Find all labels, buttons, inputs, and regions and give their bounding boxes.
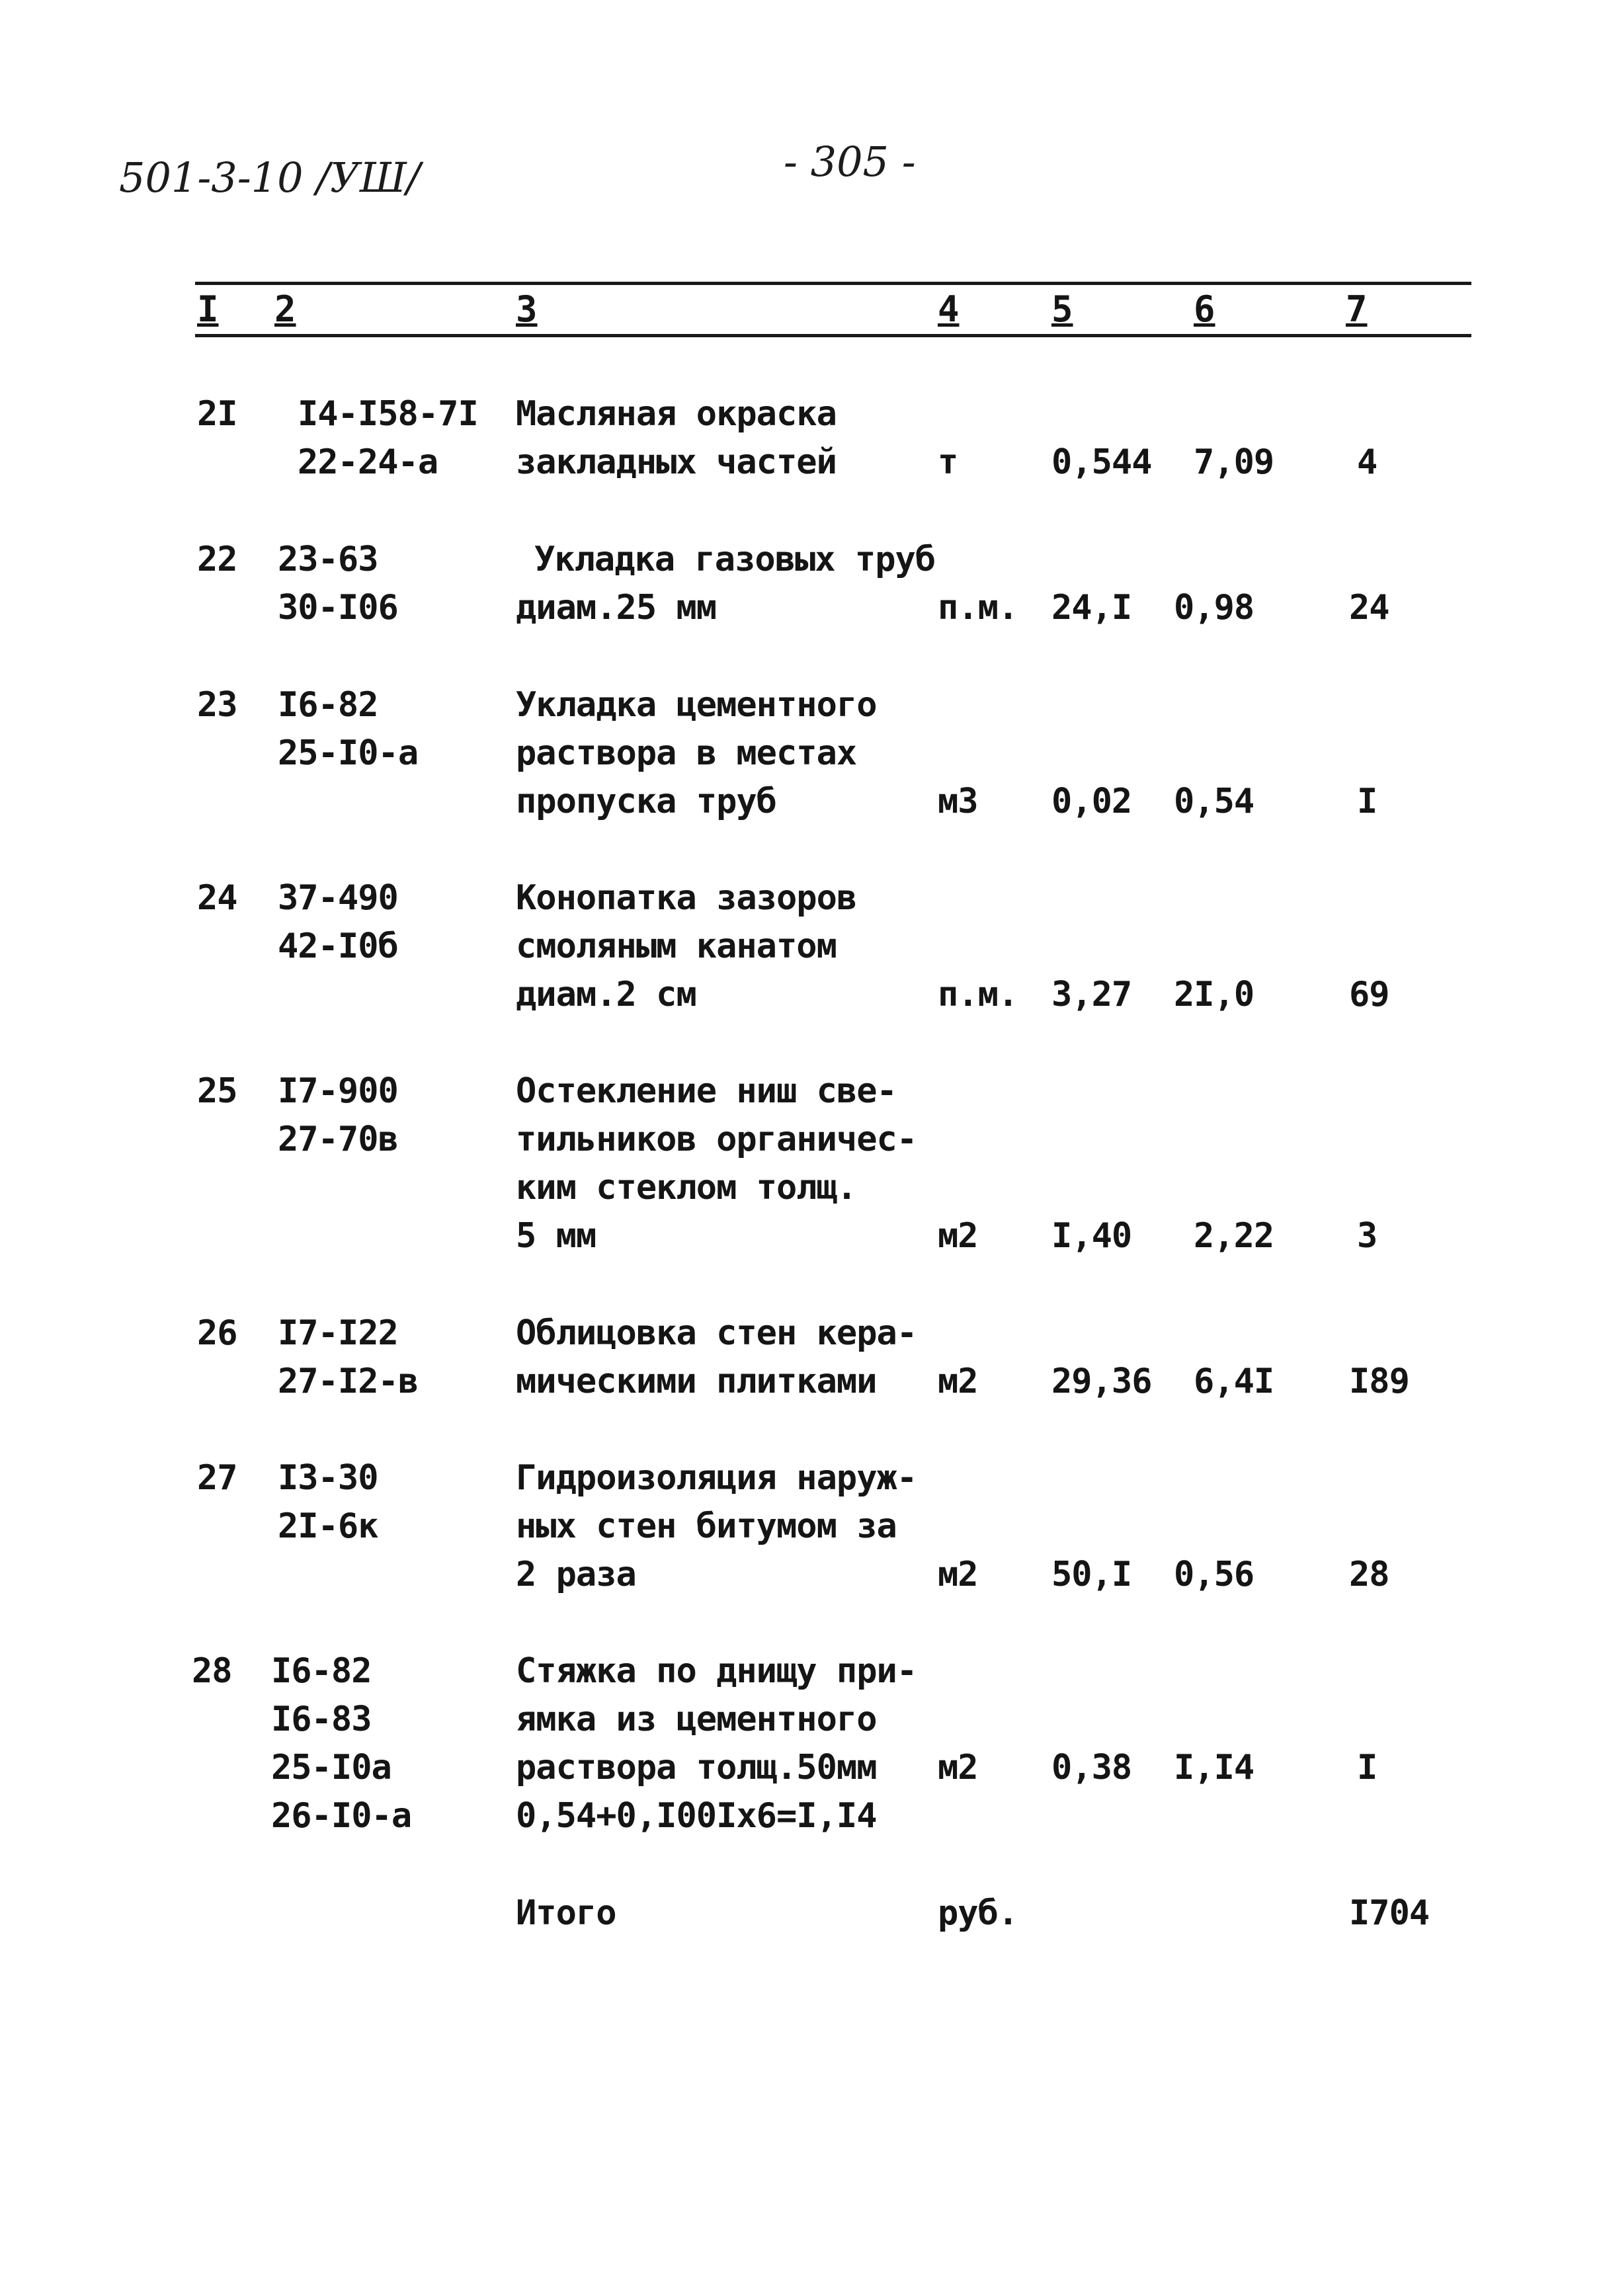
row-total: 69 bbox=[1349, 975, 1389, 1014]
row-description: Укладка цементного bbox=[516, 685, 877, 725]
row-description: 2 раза bbox=[516, 1555, 636, 1594]
total-unit: руб. bbox=[938, 1893, 1018, 1933]
row-description: ных стен битумом за bbox=[516, 1506, 897, 1546]
row-unit: м2 bbox=[938, 1362, 978, 1401]
row-description: раствора толщ.50мм bbox=[516, 1748, 877, 1787]
row-description: Укладка газовых труб bbox=[534, 540, 936, 579]
row-code: 25-I0-а bbox=[278, 733, 419, 773]
row-unit: м3 bbox=[938, 782, 978, 821]
column-header-7: 7 bbox=[1346, 288, 1368, 330]
row-quantity: 50,I bbox=[1051, 1555, 1132, 1594]
row-description: 0,54+0,I00Ix6=I,I4 bbox=[516, 1796, 877, 1836]
row-number: 2I bbox=[197, 394, 237, 434]
row-description: Остекление ниш све- bbox=[516, 1071, 897, 1111]
row-description: мическими плитками bbox=[516, 1362, 877, 1401]
column-header-4: 4 bbox=[938, 288, 960, 330]
row-number: 23 bbox=[197, 685, 237, 725]
row-description: диам.2 см bbox=[516, 975, 696, 1014]
row-code: 42-I0б bbox=[278, 926, 398, 966]
row-code: 22-24-а bbox=[298, 442, 438, 482]
document-code: 501-3-10 /УШ/ bbox=[119, 153, 421, 202]
row-unit: п.м. bbox=[938, 588, 1018, 628]
row-code: 27-I2-в bbox=[278, 1362, 419, 1401]
row-code: 25-I0а bbox=[271, 1748, 391, 1787]
row-description: тильников органичес- bbox=[516, 1120, 917, 1159]
row-unit: т bbox=[938, 442, 958, 482]
row-code: I6-83 bbox=[271, 1700, 372, 1739]
row-description: раствора в местах bbox=[516, 733, 857, 773]
row-number: 22 bbox=[197, 540, 237, 579]
row-quantity: 29,36 bbox=[1051, 1362, 1152, 1401]
row-total: 24 bbox=[1349, 588, 1389, 628]
row-code: I7-900 bbox=[278, 1071, 398, 1111]
row-description: Гидроизоляция наруж- bbox=[516, 1458, 917, 1498]
row-price: 0,54 bbox=[1174, 782, 1254, 821]
row-total: 4 bbox=[1357, 442, 1377, 482]
row-total: I bbox=[1357, 782, 1377, 821]
row-price: 6,4I bbox=[1194, 1362, 1274, 1401]
row-quantity: 0,544 bbox=[1051, 442, 1152, 482]
row-number: 27 bbox=[197, 1458, 237, 1498]
column-header-3: 3 bbox=[516, 288, 538, 330]
column-header-1: I bbox=[197, 288, 219, 330]
row-total: I89 bbox=[1349, 1362, 1409, 1401]
row-description: ким стеклом толщ. bbox=[516, 1168, 857, 1208]
row-unit: п.м. bbox=[938, 975, 1018, 1014]
row-code: I3-30 bbox=[278, 1458, 378, 1498]
row-price: 2,22 bbox=[1194, 1216, 1274, 1256]
row-code: I6-82 bbox=[271, 1651, 372, 1691]
row-description: ямка из цементного bbox=[516, 1700, 877, 1739]
row-total: 28 bbox=[1349, 1555, 1389, 1594]
row-quantity: 0,38 bbox=[1051, 1748, 1132, 1787]
row-description: закладных частей bbox=[516, 442, 837, 482]
row-description: Конопатка зазоров bbox=[516, 878, 857, 918]
row-quantity: I,40 bbox=[1051, 1216, 1132, 1256]
row-quantity: 24,I bbox=[1051, 588, 1132, 628]
row-description: пропуска труб bbox=[516, 782, 776, 821]
row-number: 25 bbox=[197, 1071, 237, 1111]
row-price: 0,56 bbox=[1174, 1555, 1254, 1594]
row-code: 2I-6к bbox=[278, 1506, 378, 1546]
row-description: диам.25 мм bbox=[516, 588, 717, 628]
total-label: Итого bbox=[516, 1893, 616, 1933]
row-price: I,I4 bbox=[1174, 1748, 1254, 1787]
column-header-6: 6 bbox=[1194, 288, 1215, 330]
row-description: Облицовка стен кера- bbox=[516, 1313, 917, 1353]
column-header-2: 2 bbox=[274, 288, 296, 330]
table-header-rule bbox=[195, 334, 1471, 337]
row-unit: м2 bbox=[938, 1555, 978, 1594]
row-code: 26-I0-а bbox=[271, 1796, 412, 1836]
row-code: 27-70в bbox=[278, 1120, 398, 1159]
row-unit: м2 bbox=[938, 1748, 978, 1787]
row-total: 3 bbox=[1357, 1216, 1377, 1256]
row-code: 30-I06 bbox=[278, 588, 398, 628]
row-description: смоляным канатом bbox=[516, 926, 837, 966]
row-code: 37-490 bbox=[278, 878, 398, 918]
row-code: I7-I22 bbox=[278, 1313, 398, 1353]
row-unit: м2 bbox=[938, 1216, 978, 1256]
row-description: 5 мм bbox=[516, 1216, 596, 1256]
row-number: 28 bbox=[192, 1651, 232, 1691]
row-price: 0,98 bbox=[1174, 588, 1254, 628]
row-code: 23-63 bbox=[278, 540, 378, 579]
row-code: I4-I58-7I bbox=[298, 394, 478, 434]
row-total: I bbox=[1357, 1748, 1377, 1787]
row-code: I6-82 bbox=[278, 685, 378, 725]
table-top-rule bbox=[195, 282, 1471, 285]
row-price: 2I,0 bbox=[1174, 975, 1254, 1014]
row-description: Стяжка по днищу при- bbox=[516, 1651, 917, 1691]
row-description: Масляная окраска bbox=[516, 394, 837, 434]
row-quantity: 0,02 bbox=[1051, 782, 1132, 821]
row-number: 24 bbox=[197, 878, 237, 918]
column-header-5: 5 bbox=[1051, 288, 1073, 330]
row-number: 26 bbox=[197, 1313, 237, 1353]
row-price: 7,09 bbox=[1194, 442, 1274, 482]
row-quantity: 3,27 bbox=[1051, 975, 1132, 1014]
total-amount: I704 bbox=[1349, 1893, 1430, 1933]
page-number: - 305 - bbox=[784, 138, 916, 186]
